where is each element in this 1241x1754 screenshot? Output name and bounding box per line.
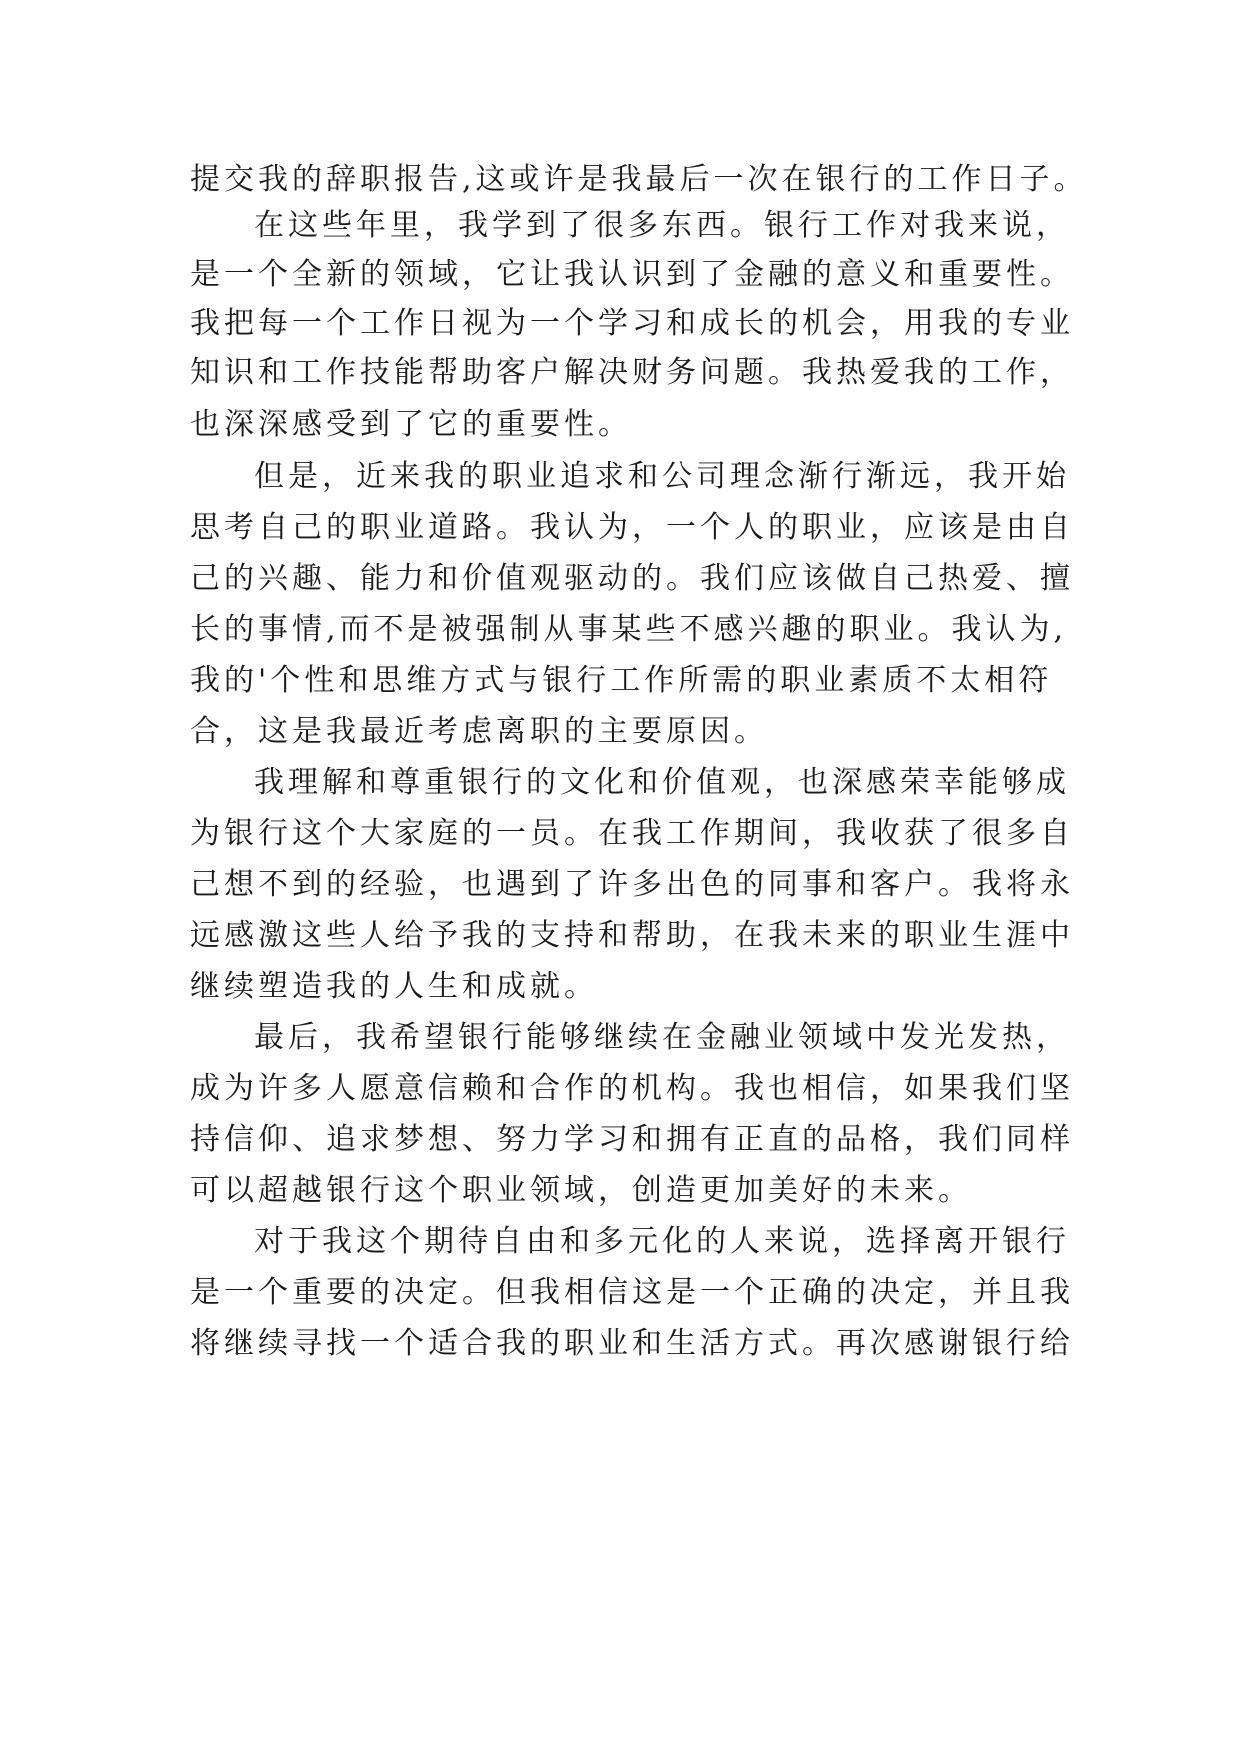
text-line: 为银行这个大家庭的一员。在我工作期间，我收获了很多自 <box>190 816 1074 851</box>
text-line: 合，这是我最近考虑离职的主要原因。 <box>190 714 768 749</box>
text-line: 是一个重要的决定。但我相信这是一个正确的决定，并且我 <box>190 1275 1074 1310</box>
text-line: 可以超越银行这个职业领域，创造更加美好的未来。 <box>190 1173 972 1208</box>
text-line: 提交我的辞职报告,这或许是我最后一次在银行的工作日子。 <box>190 162 1088 197</box>
text-line: 己想不到的经验，也遇到了许多出色的同事和客户。我将永 <box>190 867 1074 902</box>
text-line: 也深深感受到了它的重要性。 <box>190 407 632 442</box>
paragraph-start-line: 最后，我希望银行能够继续在金融业领域中发光发热， <box>254 1020 1070 1055</box>
text-line: 将继续寻找一个适合我的职业和生活方式。再次感谢银行给 <box>190 1326 1074 1361</box>
paragraph-start-line: 但是，近来我的职业追求和公司理念渐行渐远，我开始 <box>254 459 1070 494</box>
text-line: 长的事情,而不是被强制从事某些不感兴趣的职业。我认为, <box>190 612 1068 647</box>
text-line: 我的'个性和思维方式与银行工作所需的职业素质不太相符 <box>190 663 1053 698</box>
text-line: 成为许多人愿意信赖和合作的机构。我也相信，如果我们坚 <box>190 1071 1074 1106</box>
text-line: 己的兴趣、能力和价值观驱动的。我们应该做自己热爱、擅 <box>190 561 1074 596</box>
text-line: 远感激这些人给予我的支持和帮助，在我未来的职业生涯中 <box>190 918 1074 953</box>
text-line: 我把每一个工作日视为一个学习和成长的机会，用我的专业 <box>190 306 1074 341</box>
paragraph-start-line: 对于我这个期待自由和多元化的人来说，选择离开银行 <box>254 1224 1070 1259</box>
text-line: 思考自己的职业道路。我认为，一个人的职业，应该是由自 <box>190 510 1074 545</box>
text-line: 继续塑造我的人生和成就。 <box>190 969 598 1004</box>
text-line: 知识和工作技能帮助客户解决财务问题。我热爱我的工作， <box>190 355 1074 390</box>
text-line: 是一个全新的领域，它让我认识到了金融的意义和重要性。 <box>190 257 1074 292</box>
paragraph-start-line: 在这些年里，我学到了很多东西。银行工作对我来说， <box>254 208 1070 243</box>
paragraph-start-line: 我理解和尊重银行的文化和价值观，也深感荣幸能够成 <box>254 765 1070 800</box>
text-line: 持信仰、追求梦想、努力学习和拥有正直的品格，我们同样 <box>190 1122 1074 1157</box>
